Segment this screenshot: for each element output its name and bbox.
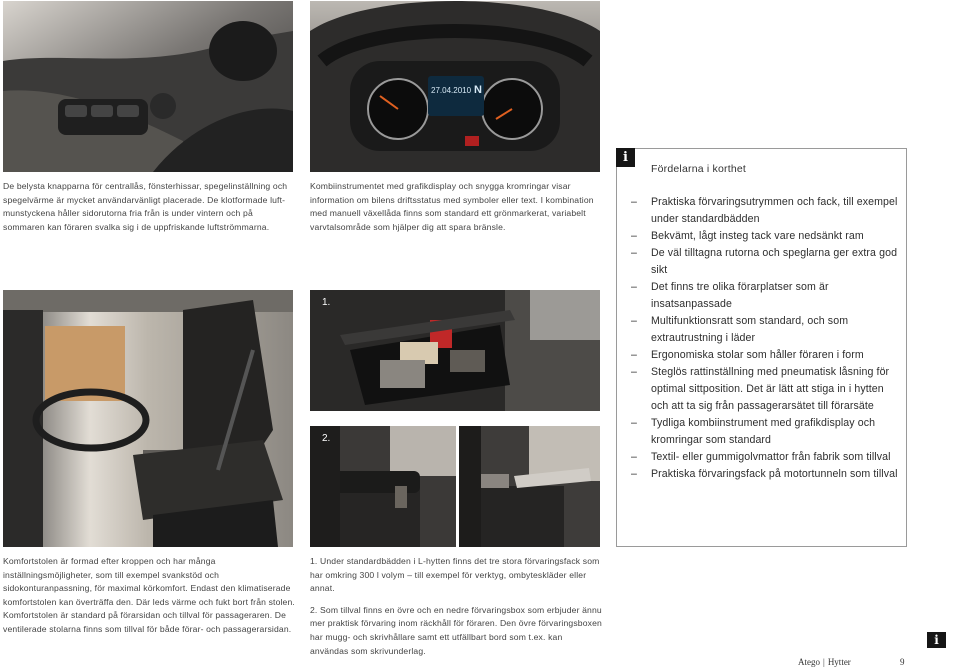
footer-separator: | [823, 657, 825, 667]
photo-number-2: 2. [322, 433, 331, 444]
list-item: – Det finns tre olika förarplatser som är insatsanpassade [631, 281, 829, 310]
caption-instrument-cluster [310, 180, 600, 234]
caption-storage [310, 555, 602, 658]
info-box-title: Fördelarna i korthet [651, 163, 747, 175]
list-item: – Praktiska förvaringsutrymmen och fack, till exempel under standardbädden [631, 196, 898, 225]
footer-section: Hytter [827, 657, 851, 667]
page-number: 9 [900, 657, 905, 667]
page-footer [798, 657, 851, 667]
list-item: – Textil- eller gummigolvmattor från fabrik som tillval [631, 451, 891, 463]
console-box-photo-right [459, 426, 600, 547]
photo-number-1: 1. [322, 297, 331, 308]
footer-brand: Atego [798, 657, 820, 667]
caption-door-buttons [3, 180, 293, 234]
caption-text-2: 2. Som tillval finns en övre och en nedre förvaringsbox som erbjuder ännu mer praktisk förvaring inom räckhåll för föraren. Den övre förvaringsboxen har mugg- och skrivhållare samt ett utfällbart bord som t.ex. kan användas som skrivunderlag. [310, 604, 602, 656]
storage-compartment-photo [310, 290, 600, 411]
caption-text: Komfortstolen är formad efter kroppen och har många inställningsmöjligheter, som till exempel svankstöd och sidokonturanpassning, för maximal körkomfort. Endast den klimatiserade komfortstolen kan överträffa den. Där leds värme och fukt bort från stolen. Komfortstolen är standard på förarsidan och tillval för passageraren. De ventilerade stolarna finns som tillval för både förar- och passagerarsidan. [3, 556, 295, 634]
dashboard-date: 27.04.2010 [431, 86, 472, 95]
caption-text: Kombiinstrumentet med grafikdisplay och snygga kromringar visar information om bilens driftsstatus med symboler eller text. I kombination med manuell växellåda finns som standard ett grönmarkerat, variabelt varvtalsområde som hjälper dig att spara bränsle. [310, 181, 594, 232]
dashboard-gear: N [474, 84, 482, 96]
benefits-info-box [616, 148, 907, 547]
corner-info-icon: i [927, 632, 946, 648]
list-item: – De väl tilltagna rutorna och speglarna ger extra god sikt [631, 247, 898, 276]
list-item: – Bekvämt, lågt insteg tack vare nedsänkt ram [631, 230, 864, 242]
list-item: – Tydliga kombiinstrument med grafikdisplay och kromringar som standard [631, 417, 876, 446]
caption-comfort-seat [3, 555, 295, 637]
benefits-list [631, 194, 901, 483]
list-item: – Steglös rattinställning med pneumatisk låsning för optimal sittposition. Det är lätt att stiga in i hytten och att ta sig från passagerarsätet till förarsäte [631, 366, 890, 412]
list-item: – Ergonomiska stolar som håller föraren i form [631, 349, 864, 361]
caption-text: De belysta knapparna för centrallås, fönsterhissar, spegelinställning och spegelvärme är mycket användarvänligt placerade. De klotformade luft-munstyckena håller sidorutorna fria från is under vintern och på sommaren kan föraren svalka sig i de uppfriskande luftströmmarna. [3, 181, 288, 232]
console-box-photo-left [310, 426, 456, 547]
comfort-seat-photo [3, 290, 293, 547]
info-icon: i [616, 148, 635, 167]
list-item: – Praktiska förvaringsfack på motortunneln som tillval [631, 468, 898, 480]
list-item: – Multifunktionsratt som standard, och som extrautrustning i läder [631, 315, 849, 344]
door-buttons-photo [3, 1, 293, 172]
caption-text-1: 1. Under standardbädden i L-hytten finns det tre stora förvaringsfack som har omkring 300 l volym – till exempel för verktyg, ombyteskläder eller annat. [310, 556, 600, 594]
instrument-cluster-photo [310, 1, 600, 172]
